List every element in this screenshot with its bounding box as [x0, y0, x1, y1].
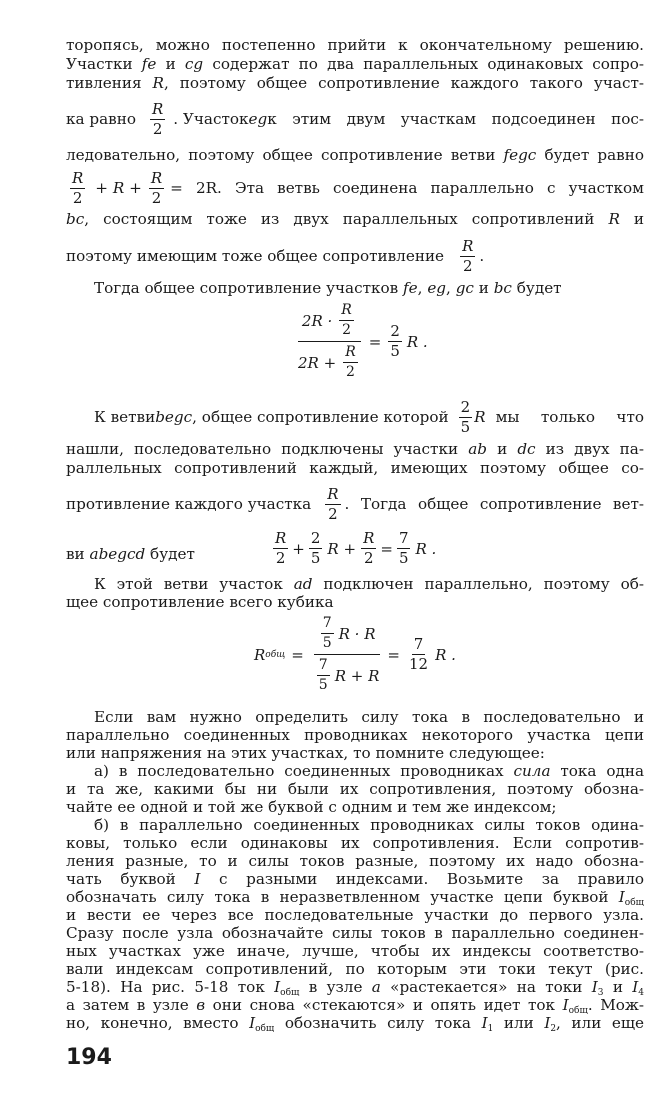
- text-line: но, конечно, вместо $I_{общ}$ обозначить силу тока $I_1$ или $I_2$, или еще: [66, 1014, 644, 1032]
- text-line: bc, состоящим тоже из двух параллельных сопротивлений R и: [66, 210, 644, 228]
- formula-total-resistance: R общ = $\frac{7}{5}$ R · R $\frac{7}{5}$ R + R = $\frac{7}{12}$ R .: [254, 615, 456, 693]
- text-line: К этой ветви участок ad подключен параллельно, поэтому об-: [94, 575, 644, 593]
- text-line: вали индексам сопротивлений, по которым эти токи текут (рис.: [66, 960, 644, 978]
- fraction: $\frac{2}{5}$: [460, 397, 471, 436]
- text-line: ления разные, то и силы токов разные, поэтому их надо обозна-: [66, 852, 644, 870]
- text-line: и та же, какими бы ни были их сопротивления, поэтому обозна-: [66, 780, 644, 798]
- text-line: чайте ее одной и той же буквой с одним и тем же индексом;: [66, 798, 557, 816]
- fraction: $\frac{R}{2}$: [151, 99, 164, 138]
- fraction: $\frac{R}{2}$: [275, 529, 287, 567]
- text-line: щее сопротивление всего кубика: [66, 593, 334, 611]
- text-line: Тогда общее сопротивление участков fe, eg, gc и bc будет: [94, 279, 562, 297]
- text-line: обозначать силу тока в неразветвленном участке цепи буквой $I_{общ}$: [66, 888, 644, 906]
- fraction: $\frac{2}{5}$: [310, 529, 321, 567]
- fraction: $\frac{R}{2}$: [341, 302, 352, 338]
- fraction: $\frac{7}{5}$: [322, 615, 332, 651]
- fraction: $\frac{R}{2}$: [72, 168, 84, 207]
- fraction: $\frac{R}{2}$: [327, 484, 339, 523]
- formula-abegcd-resistance: $\frac{R}{2}$ + $\frac{2}{5}$ R + $\frac{R}{2}$ = $\frac{7}{5}$ R .: [275, 529, 437, 567]
- fraction: $\frac{7}{5}$: [318, 657, 328, 693]
- text-line-with-fraction: ка равно $\frac{R}{2}$ . Участок eg к этим двум участкам подсоединен пос-: [66, 99, 644, 138]
- compound-fraction: 2R · $\frac{R}{2}$ 2R + $\frac{R}{2}$: [294, 302, 365, 381]
- text-line: 5-18). На рис. 5-18 ток $I_{общ}$ в узле а «растекается» на токи $I_3$ и $I_4$: [66, 978, 644, 996]
- formula-bcfg-resistance: 2R · $\frac{R}{2}$ 2R + $\frac{R}{2}$ = $\frac{2}{5}$ R .: [294, 302, 428, 381]
- text-line: ных участках уже иначе, лучше, чтобы их индексы соответство-: [66, 942, 644, 960]
- compound-fraction: $\frac{7}{5}$ R · R $\frac{7}{5}$ R + R: [310, 615, 384, 694]
- fraction: $\frac{2}{5}$: [390, 322, 400, 360]
- fraction: $\frac{7}{12}$: [409, 635, 429, 673]
- text-line: б) в параллельно соединенных проводниках силы токов одина-: [94, 816, 644, 834]
- text-line-with-fraction: $\frac{R}{2}$ + R + $\frac{R}{2}$ = 2R. Эта ветвь соединена параллельно с участком: [72, 168, 644, 207]
- text-line: Сразу после узла обозначайте силы токов в параллельно соединен-: [66, 924, 644, 942]
- text-line-with-fraction: противление каждого участка $\frac{R}{2}$ . Тогда общее сопротивление вет-: [66, 484, 644, 523]
- text-line: ледовательно, поэтому общее сопротивление ветви fegc будет равно: [66, 146, 644, 164]
- page-number: 194: [66, 1045, 112, 1070]
- text-line: ви abegcd будет: [66, 545, 195, 563]
- text-line: параллельно соединенных проводниках некоторого участка цепи: [66, 726, 644, 744]
- text-line: тивления R, поэтому общее сопротивление каждого такого участ-: [66, 74, 644, 92]
- fraction: $\frac{R}{2}$: [345, 344, 356, 380]
- text-line: и вести ее через все последовательные участки до первого узла.: [66, 906, 644, 924]
- text-line: Если вам нужно определить силу тока в последовательно и: [94, 708, 644, 726]
- text-line: торопясь, можно постепенно прийти к окончательному решению.: [66, 36, 644, 54]
- text-line: а) в последовательно соединенных проводниках сила тока одна: [94, 762, 644, 780]
- fraction: $\frac{R}{2}$: [150, 168, 163, 207]
- text-line: чать буквой I с разными индексами. Возьмите за правило: [66, 870, 644, 888]
- text-line-with-fraction: поэтому имеющим тоже общее сопротивление $\frac{R}{2}$ .: [66, 236, 485, 275]
- text-line: а затем в узле в они снова «стекаются» и опять идет ток $I_{общ}$. Мож-: [66, 996, 644, 1014]
- text-line: раллельных сопротивлений каждый, имеющих поэтому общее со-: [66, 459, 644, 477]
- text-line-with-fraction: К ветви begc , общее сопротивление которой $\frac{2}{5}$ R мы только что: [94, 397, 644, 436]
- text-line: Участки fe и cg содержат по два параллельных одинаковых сопро-: [66, 55, 644, 73]
- fraction: $\frac{R}{2}$: [363, 529, 375, 567]
- text-line: или напряжения на этих участках, то помните следующее:: [66, 744, 545, 762]
- text-line: ковы, только если одинаковы их сопротивления. Если сопротив-: [66, 834, 644, 852]
- fraction: $\frac{R}{2}$: [462, 236, 474, 275]
- fraction: $\frac{7}{5}$: [398, 529, 409, 567]
- text-line: нашли, последовательно подключены участки ab и dc из двух па-: [66, 440, 644, 458]
